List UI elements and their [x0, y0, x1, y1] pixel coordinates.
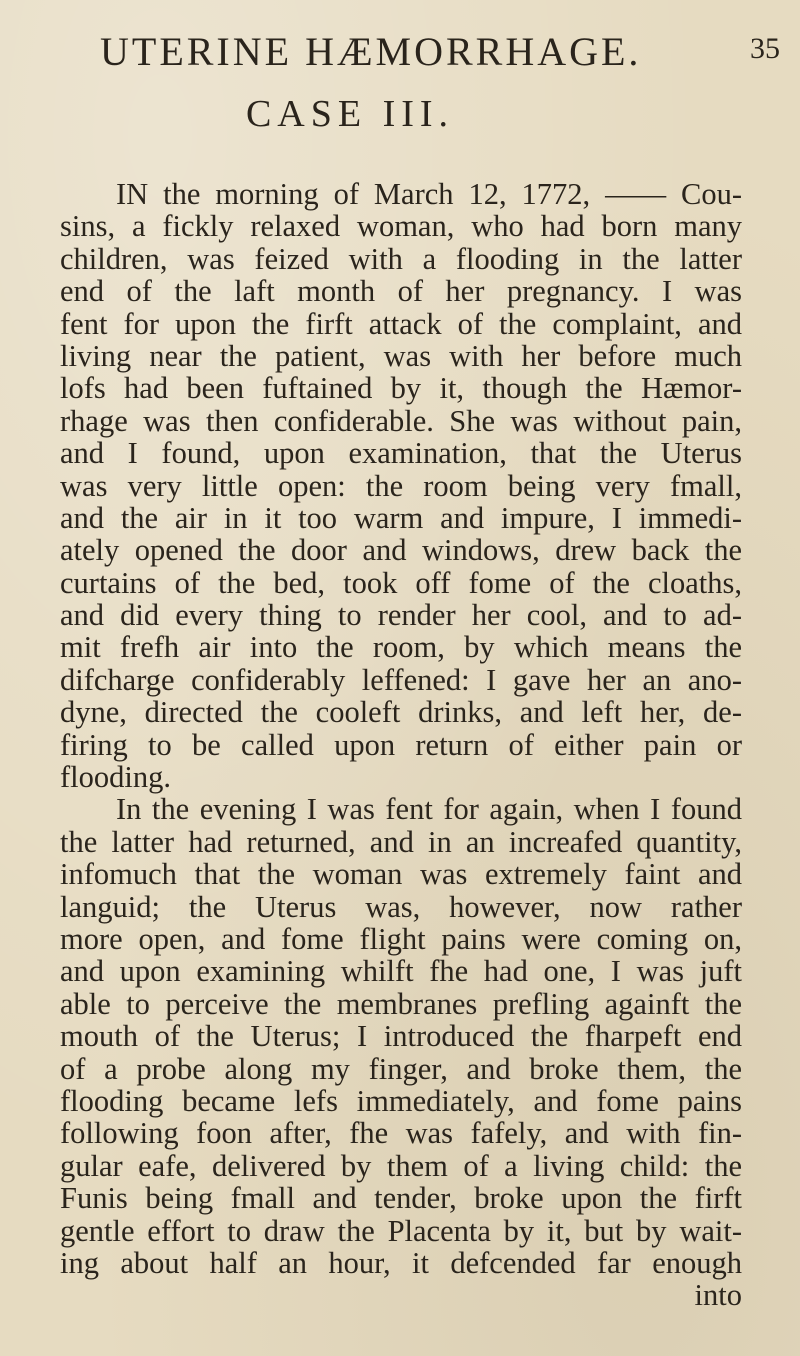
text-line: lofs had been fuftained by it, though the Hæmor-	[60, 371, 742, 406]
text-line: curtains of the bed, took off fome of the cloaths,	[60, 565, 742, 600]
text-line: flooding.	[60, 760, 171, 795]
text-line: following foon after, fhe was fafely, and with fin-	[60, 1116, 742, 1151]
text-line: and the air in it too warm and impure, I immedi-	[60, 500, 742, 535]
body-text	[60, 178, 742, 1312]
text-line: gular eafe, delivered by them of a living child: the	[60, 1148, 742, 1183]
text-line: the latter had returned, and in an increafed quantity,	[60, 824, 742, 859]
text-line: languid; the Uterus was, however, now rather	[60, 889, 742, 924]
text-line: difcharge confiderably leffened: I gave her an ano-	[60, 662, 742, 697]
text-line: end of the laft month of her pregnancy. I was	[60, 274, 742, 309]
text-line: and did every thing to render her cool, and to ad-	[60, 598, 742, 633]
text-line: and upon examining whilft fhe had one, I was juft	[60, 954, 742, 989]
text-line: In the evening I was fent for again, when I found	[116, 792, 742, 827]
page-number: 35	[750, 32, 780, 65]
text-line: fent for upon the firft attack of the complaint, and	[60, 306, 742, 341]
text-line: was very little open: the room being very fmall,	[60, 468, 742, 503]
running-head	[100, 28, 780, 76]
catchword: into	[694, 1278, 742, 1313]
text-line: dyne, directed the cooleft drinks, and left her, de-	[60, 695, 742, 730]
case-heading: CASE III.	[245, 93, 455, 135]
text-line: ing about half an hour, it defcended far enough	[60, 1245, 742, 1280]
text-line: rhage was then confiderable. She was without pain,	[60, 403, 742, 438]
text-line: and I found, upon examination, that the Uterus	[60, 436, 742, 471]
text-line: Funis being fmall and tender, broke upon the firft	[60, 1181, 742, 1216]
text-line: infomuch that the woman was extremely faint and	[60, 857, 742, 892]
running-head-title: UTERINE HÆMORRHAGE.	[100, 29, 642, 74]
text-line: mouth of the Uterus; I introduced the fharpeft end	[60, 1019, 742, 1054]
text-line: of a probe along my finger, and broke them, the	[60, 1051, 742, 1086]
text-line: sins, a fickly relaxed woman, who had born many	[60, 209, 742, 244]
text-line: ately opened the door and windows, drew back the	[60, 533, 742, 568]
text-line: mit frefh air into the room, by which means the	[60, 630, 742, 665]
text-line: flooding became lefs immediately, and fome pains	[60, 1083, 742, 1118]
text-line: children, was feized with a flooding in the latter	[60, 241, 742, 276]
text-line: more open, and fome flight pains were coming on,	[60, 921, 742, 956]
text-line: IN the morning of March 12, 1772, —— Cou-	[116, 177, 742, 211]
text-line: living near the patient, was with her before much	[60, 338, 742, 373]
text-line: gentle effort to draw the Placenta by it, but by wait-	[60, 1213, 742, 1248]
text-line: able to perceive the membranes prefling againft the	[60, 986, 742, 1021]
text-line: firing to be called upon return of either pain or	[60, 727, 742, 762]
